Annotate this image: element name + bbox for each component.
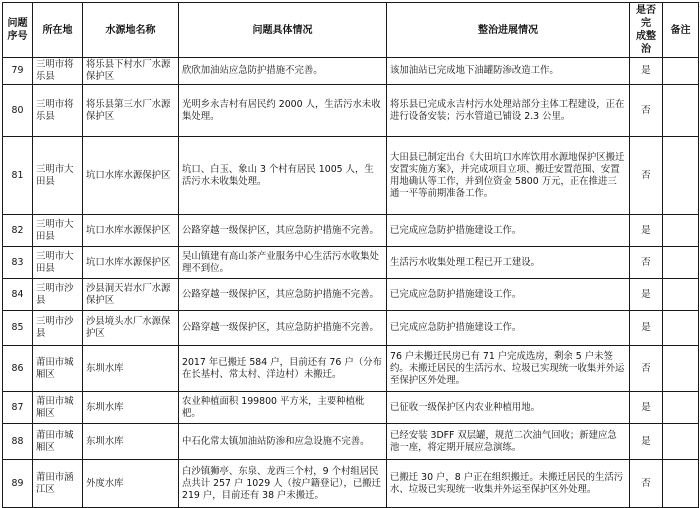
completed: 是 — [630, 58, 663, 85]
completed: 否 — [630, 85, 663, 137]
progress: 76 户未搬迁民房已有 71 户完成选房，剩余 5 户未签约。未搬迁居民的生活污水、垃圾已实现统一收集并外运至保护区外处理。 — [387, 346, 630, 392]
remarks — [663, 460, 699, 508]
progress: 大田县已制定出台《大田坑口水库饮用水源地保护区搬迁安置实施方案》，并完成项目立项、搬迁安置范围、安置用地确认等工作，并到位资金 5800 万元，正在推进三通一平等前期准备工作。 — [387, 137, 630, 215]
issue-no: 83 — [3, 247, 33, 279]
location: 三明市大田县 — [33, 215, 83, 247]
completed: 是 — [630, 424, 663, 460]
issue-no: 89 — [3, 460, 33, 508]
completed: 是 — [630, 279, 663, 311]
completed: 否 — [630, 247, 663, 279]
issue-no: 85 — [3, 311, 33, 346]
completed: 是 — [630, 215, 663, 247]
remarks — [663, 311, 699, 346]
progress: 生活污水收集处理工程已开工建设。 — [387, 247, 630, 279]
remarks — [663, 346, 699, 392]
table-row — [3, 215, 699, 247]
water-source: 沙县境头水厂水源保护区 — [83, 311, 179, 346]
table-row — [3, 85, 699, 137]
issue-no: 86 — [3, 346, 33, 392]
remarks — [663, 247, 699, 279]
table-row — [3, 311, 699, 346]
location: 三明市大田县 — [33, 247, 83, 279]
location: 莆田市城厢区 — [33, 392, 83, 424]
table-row — [3, 424, 699, 460]
issue-no: 84 — [3, 279, 33, 311]
completed: 否 — [630, 137, 663, 215]
problem: 坑口、白玉、象山 3 个村有居民 1005 人，生活污水未收集处理。 — [179, 137, 387, 215]
location: 莆田市城厢区 — [33, 346, 83, 392]
water-source: 坑口水库水源保护区 — [83, 137, 179, 215]
problem: 光明乡永吉村有居民约 2000 人，生活污水未收集处理。 — [179, 85, 387, 137]
issue-no: 82 — [3, 215, 33, 247]
progress: 已完成应急防护措施建设工作。 — [387, 215, 630, 247]
table-row — [3, 137, 699, 215]
progress: 已征收一级保护区内农业种植用地。 — [387, 392, 630, 424]
location: 莆田市涵江区 — [33, 460, 83, 508]
water-source: 东圳水库 — [83, 424, 179, 460]
header-water-source: 水源地名称 — [83, 3, 179, 58]
problem: 公路穿越一级保护区，其应急防护措施不完善。 — [179, 215, 387, 247]
remarks — [663, 424, 699, 460]
issue-no: 80 — [3, 85, 33, 137]
completed: 否 — [630, 346, 663, 392]
water-source: 坑口水库水源保护区 — [83, 215, 179, 247]
remarks — [663, 137, 699, 215]
completed: 是 — [630, 311, 663, 346]
table-row — [3, 346, 699, 392]
water-source: 将乐县下村水厂水源保护区 — [83, 58, 179, 85]
problem: 中石化常太镇加油站防渗和应急设施不完善。 — [179, 424, 387, 460]
table-row — [3, 460, 699, 508]
location: 三明市将乐县 — [33, 58, 83, 85]
problem: 2017 年已搬迁 584 户，目前还有 76 户（分布在长基村、常太村、洋边村）未搬迁。 — [179, 346, 387, 392]
problem: 欣欣加油站应急防护措施不完善。 — [179, 58, 387, 85]
water-source: 沙县洞天岩水厂水源保护区 — [83, 279, 179, 311]
table-row — [3, 247, 699, 279]
table-row — [3, 392, 699, 424]
issue-no: 87 — [3, 392, 33, 424]
header-issue-no: 问题 序号 — [3, 3, 33, 58]
location: 三明市沙县 — [33, 311, 83, 346]
header-remarks: 备注 — [663, 3, 699, 58]
water-source: 将乐县第三水厂水源保护区 — [83, 85, 179, 137]
issue-no: 88 — [3, 424, 33, 460]
completed: 是 — [630, 392, 663, 424]
header-problem: 问题具体情况 — [179, 3, 387, 58]
problem: 吴山镇建有高山茶产业服务中心生活污水收集处理不到位。 — [179, 247, 387, 279]
problem: 公路穿越一级保护区，其应急防护措施不完善。 — [179, 279, 387, 311]
issue-no: 81 — [3, 137, 33, 215]
remarks — [663, 85, 699, 137]
problem: 白沙镇狮亭、东泉、龙西三个村，9 个村组居民点共计 257 户 1029 人（按户籍登记），已搬迁 219 户，目前还有 38 户未搬迁。 — [179, 460, 387, 508]
table-row — [3, 279, 699, 311]
remarks — [663, 392, 699, 424]
problem: 公路穿越一级保护区，其应急防护措施不完善。 — [179, 311, 387, 346]
water-source: 东圳水库 — [83, 346, 179, 392]
issue-no: 79 — [3, 58, 33, 85]
location: 莆田市城厢区 — [33, 424, 83, 460]
water-source: 东圳水库 — [83, 392, 179, 424]
header-progress: 整治进展情况 — [387, 3, 630, 58]
progress: 该加油站已完成地下油罐防渗改造工作。 — [387, 58, 630, 85]
location: 三明市大田县 — [33, 137, 83, 215]
header-row — [3, 3, 699, 58]
rectification-table — [2, 2, 699, 508]
progress: 已搬迁 30 户，8 户正在组织搬迁。未搬迁居民的生活污水、垃圾已实现统一收集并外运至保护区外处理。 — [387, 460, 630, 508]
remarks — [663, 58, 699, 85]
progress: 已完成应急防护措施建设工作。 — [387, 279, 630, 311]
progress: 已经安装 3DFF 双层罐，规范二次油气回收；新建应急池一座，将定期开展应急演练。 — [387, 424, 630, 460]
progress: 将乐县已完成永吉村污水处理站部分主体工程建设，正在进行设备安装；污水管道已铺设 2.3 公里。 — [387, 85, 630, 137]
header-location: 所在地 — [33, 3, 83, 58]
location: 三明市将乐县 — [33, 85, 83, 137]
water-source: 外度水库 — [83, 460, 179, 508]
remarks — [663, 279, 699, 311]
location: 三明市沙县 — [33, 279, 83, 311]
header-completed: 是否完 成整治 — [630, 3, 663, 58]
completed: 否 — [630, 460, 663, 508]
problem: 农业种植面积 199800 平方米，主要种植枇杷。 — [179, 392, 387, 424]
remarks — [663, 215, 699, 247]
table-row — [3, 58, 699, 85]
water-source: 坑口水库水源保护区 — [83, 247, 179, 279]
progress: 已完成应急防护措施建设工作。 — [387, 311, 630, 346]
